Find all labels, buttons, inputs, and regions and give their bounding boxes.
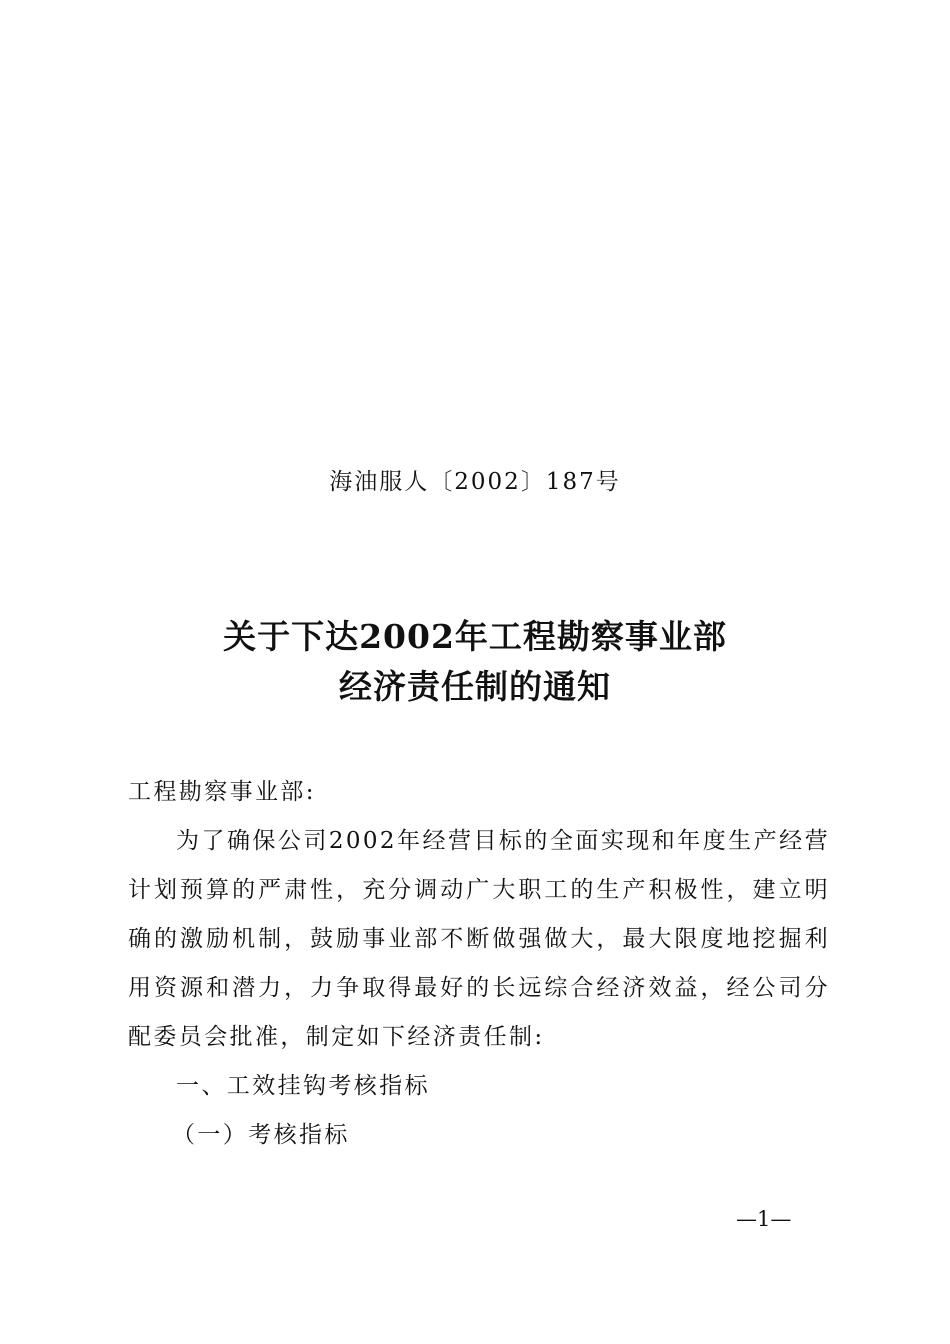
document-title [0, 612, 950, 712]
document-body [128, 768, 830, 1160]
title-line-2: 经济责任制的通知 [339, 667, 611, 706]
document-number: 海油服人〔2002〕187号 [329, 469, 621, 495]
title-line-1: 关于下达2002年工程勘察事业部 [223, 617, 727, 656]
page-number: —1— [736, 1207, 792, 1231]
paragraph-line-4: 用资源和潜力，力争取得最好的长远综合经济效益，经公司分 [128, 975, 830, 1001]
subsection-heading: （一）考核指标 [172, 1122, 350, 1148]
paragraph-line-3: 确的激励机制，鼓励事业部不断做强做大，最大限度地挖掘利 [128, 926, 830, 952]
section-heading: 一、工效挂钩考核指标 [176, 1073, 430, 1099]
paragraph-line-1: 为了确保公司2002年经营目标的全面实现和年度生产经营 [176, 828, 830, 854]
paragraph-line-2: 计划预算的严肃性，充分调动广大职工的生产积极性，建立明 [128, 877, 830, 903]
paragraph-line-5: 配委员会批准，制定如下经济责任制: [128, 1024, 545, 1050]
salutation: 工程勘察事业部: [128, 779, 316, 805]
